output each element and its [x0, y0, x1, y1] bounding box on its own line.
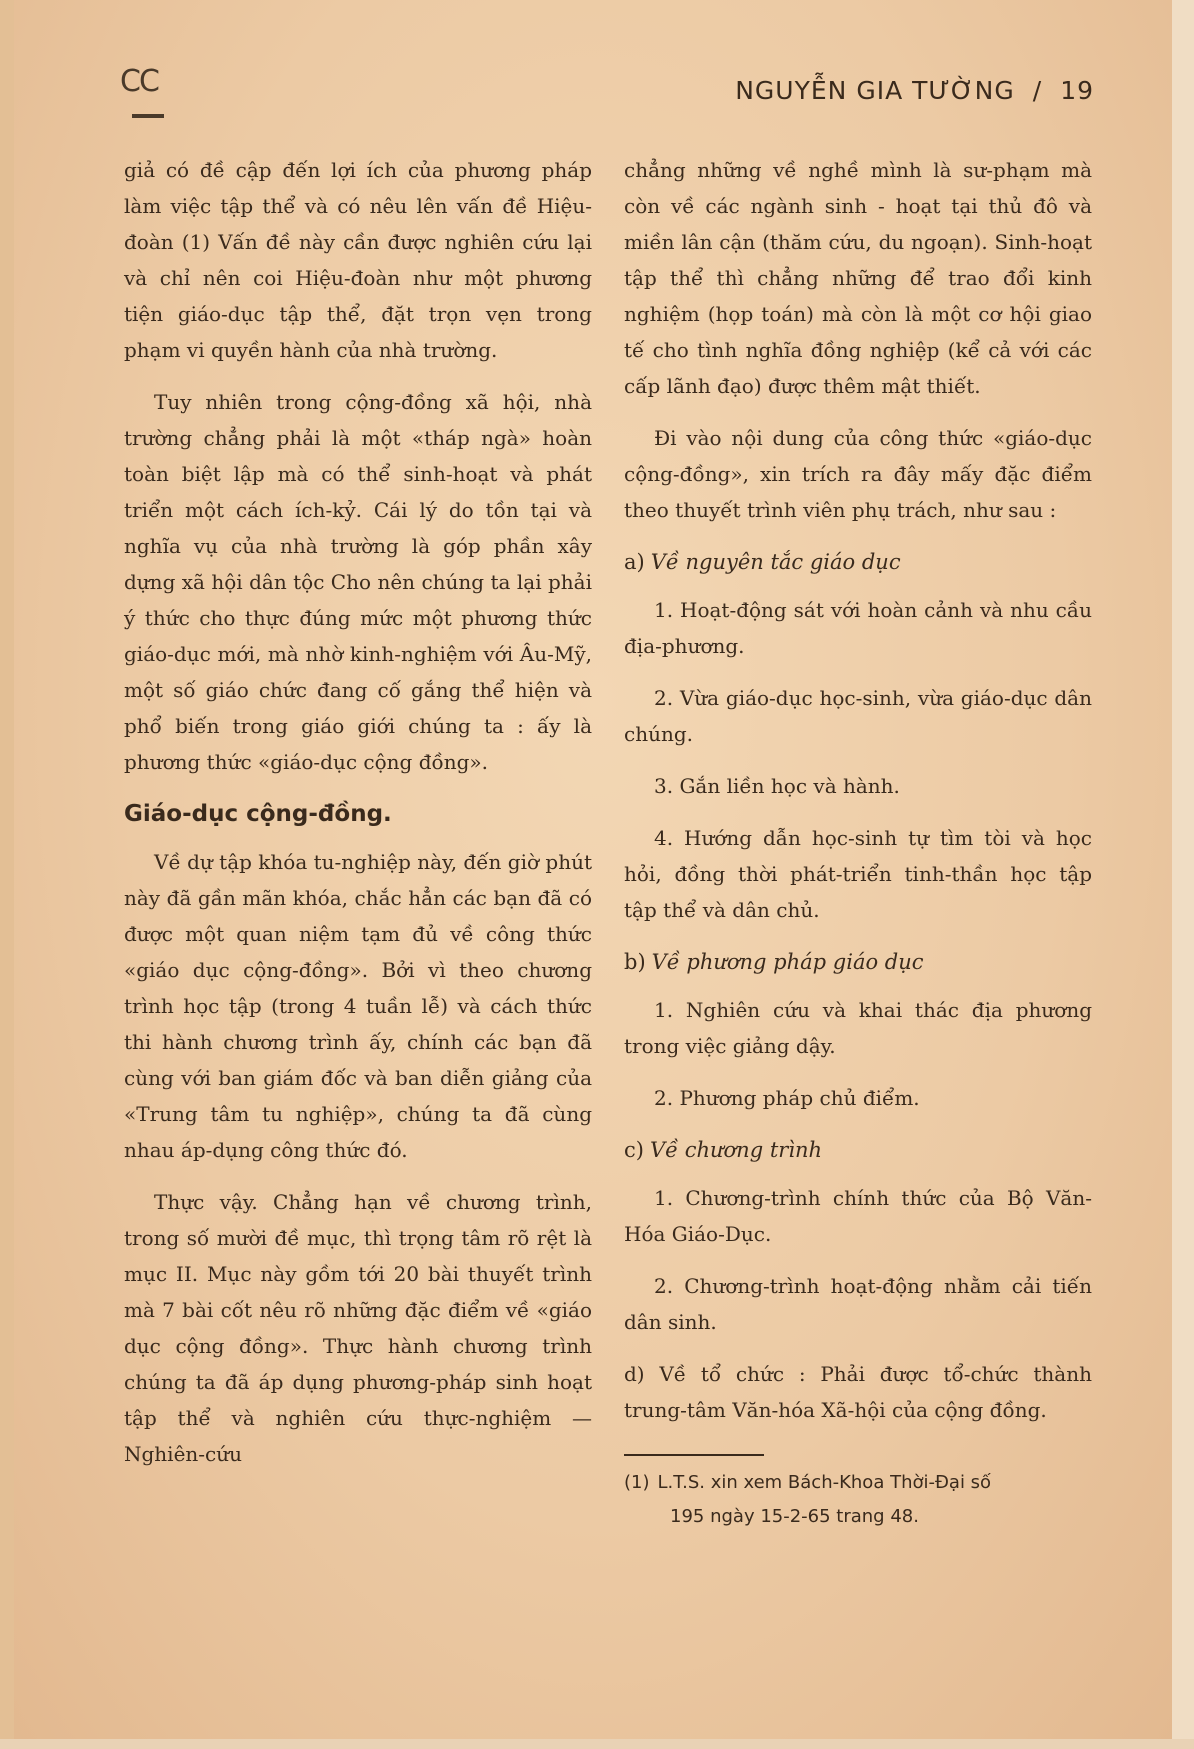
paragraph: Đi vào nội dung của công thức «giáo-dục cộng-đồng», xin trích ra đây mấy đặc điểm theo thuyết trình viên phụ trách, như sau : — [624, 426, 1092, 522]
page-edge-left — [0, 0, 14, 1749]
list-item: 4. Hướng dẫn học-sinh tự tìm tòi và học hỏi, đồng thời phát-triển tinh-thần học tập tập thể và dân chủ. — [624, 826, 1092, 922]
list-item: 2. Vừa giáo-dục học-sinh, vừa giáo-dục dân chúng. — [624, 686, 1092, 746]
list-item: 1. Nghiên cứu và khai thác địa phương trong việc giảng dậy. — [624, 998, 1092, 1058]
paragraph: Thực vậy. Chẳng hạn về chương trình, trong số mười đề mục, thì trọng tâm rõ rệt là mục II. Mục này gồm tới 20 bài thuyết trình mà 7 bài cốt nêu rõ những đặc điểm về «giáo dục cộng đồng». Thực hành chương trình chúng ta đã áp dụng phương-pháp sinh hoạt tập thể và nghiên cứu thực-nghiệm — Nghiên-cứu — [124, 1190, 592, 1466]
subheading-title: Về chương trình — [649, 1138, 823, 1162]
footnote-marker: (1) — [624, 1472, 650, 1493]
subheading-b — [624, 944, 1092, 980]
paragraph: giả có đề cập đến lợi ích của phương pháp làm việc tập thể và có nêu lên vấn đề Hiệu-đoàn (1) Vấn đề này cần được nghiên cứu lại và chỉ nên coi Hiệu-đoàn như một phương tiện giáo-dục tập thể, đặt trọn vẹn trong phạm vi quyền hành của nhà trường. — [124, 158, 592, 362]
paragraph: chẳng những về nghề mình là sư-phạm mà còn về các ngành sinh - hoạt tại thủ đô và miền lân cận (thăm cứu, du ngoạn). Sinh-hoạt tập thể thì chẳng những để trao đổi kinh nghiệm (họp toán) mà còn là một cơ hội giao tế cho tình nghĩa đồng nghiệp (kể cả với các cấp lãnh đạo) được thêm mật thiết. — [624, 158, 1092, 398]
section-title: Giáo-dục cộng-đồng. — [124, 801, 392, 827]
page-edge-bottom — [0, 1739, 1194, 1749]
subheading-letter: b) — [624, 950, 646, 974]
list-item: 2. Chương-trình hoạt-động nhằm cải tiến dân sinh. — [624, 1274, 1092, 1334]
subheading-title: Về phương pháp giáo dục — [651, 950, 924, 974]
footnote-rule — [624, 1454, 764, 1456]
page-number: 19 — [1060, 76, 1094, 105]
subheading-c — [624, 1132, 1092, 1168]
list-item: 1. Hoạt-động sát với hoàn cảnh và nhu cầu địa-phương. — [624, 598, 1092, 658]
corner-dash — [132, 114, 164, 118]
header-separator: / — [1032, 76, 1043, 105]
footnote-line-2: 195 ngày 15-2-65 trang 48. — [670, 1506, 919, 1527]
subheading-title: Về nguyên tắc giáo dục — [650, 550, 901, 574]
paragraph: Về dự tập khóa tu-nghiệp này, đến giờ phút này đã gần mãn khóa, chắc hẳn các bạn đã có được một quan niệm tạm đủ về công thức «giáo dục cộng-đồng». Bởi vì theo chương trình học tập (trong 4 tuần lễ) và cách thức thi hành chương trình ấy, chính các bạn đã cùng với ban giám đốc và ban diễn giảng của «Trung tâm tu nghiệp», chúng ta đã cùng nhau áp-dụng công thức đó. — [124, 850, 592, 1162]
right-column — [624, 152, 1092, 1534]
left-column — [124, 152, 592, 1488]
footnote — [624, 1466, 1092, 1534]
list-item: 1. Chương-trình chính thức của Bộ Văn-Hóa Giáo-Dục. — [624, 1186, 1092, 1246]
list-item: 2. Phương pháp chủ điểm. — [654, 1086, 920, 1110]
subheading-d: d) Về tổ chức : Phải được tổ-chức thành trung-tâm Văn-hóa Xã-hội của cộng đồng. — [624, 1362, 1092, 1422]
page-edge-right — [1172, 0, 1194, 1749]
corner-mark: CC — [120, 64, 158, 99]
subheading-letter: a) — [624, 550, 645, 574]
subheading-letter: c) — [624, 1138, 644, 1162]
author-name: NGUYỄN GIA TƯỜNG — [735, 76, 1015, 105]
footnote-line-1: L.T.S. xin xem Bách-Khoa Thời-Đại số — [657, 1472, 992, 1493]
list-item: 3. Gắn liền học và hành. — [654, 774, 900, 798]
subheading-a — [624, 544, 1092, 580]
running-head — [735, 76, 1094, 105]
paragraph: Tuy nhiên trong cộng-đồng xã hội, nhà trường chẳng phải là một «tháp ngà» hoàn toàn biệt lập mà có thể sinh-hoạt và phát triển một cách ích-kỷ. Cái lý do tồn tại và nghĩa vụ của nhà trường là góp phần xây dựng xã hội dân tộc Cho nên chúng ta lại phải ý thức cho thực đúng mức một phương thức giáo-dục mới, mà nhờ kinh-nghiệm với Âu-Mỹ, một số giáo chức đang cố gắng thể hiện và phổ biến trong giáo giới chúng ta : ấy là phương thức «giáo-dục cộng đồng». — [124, 390, 592, 774]
